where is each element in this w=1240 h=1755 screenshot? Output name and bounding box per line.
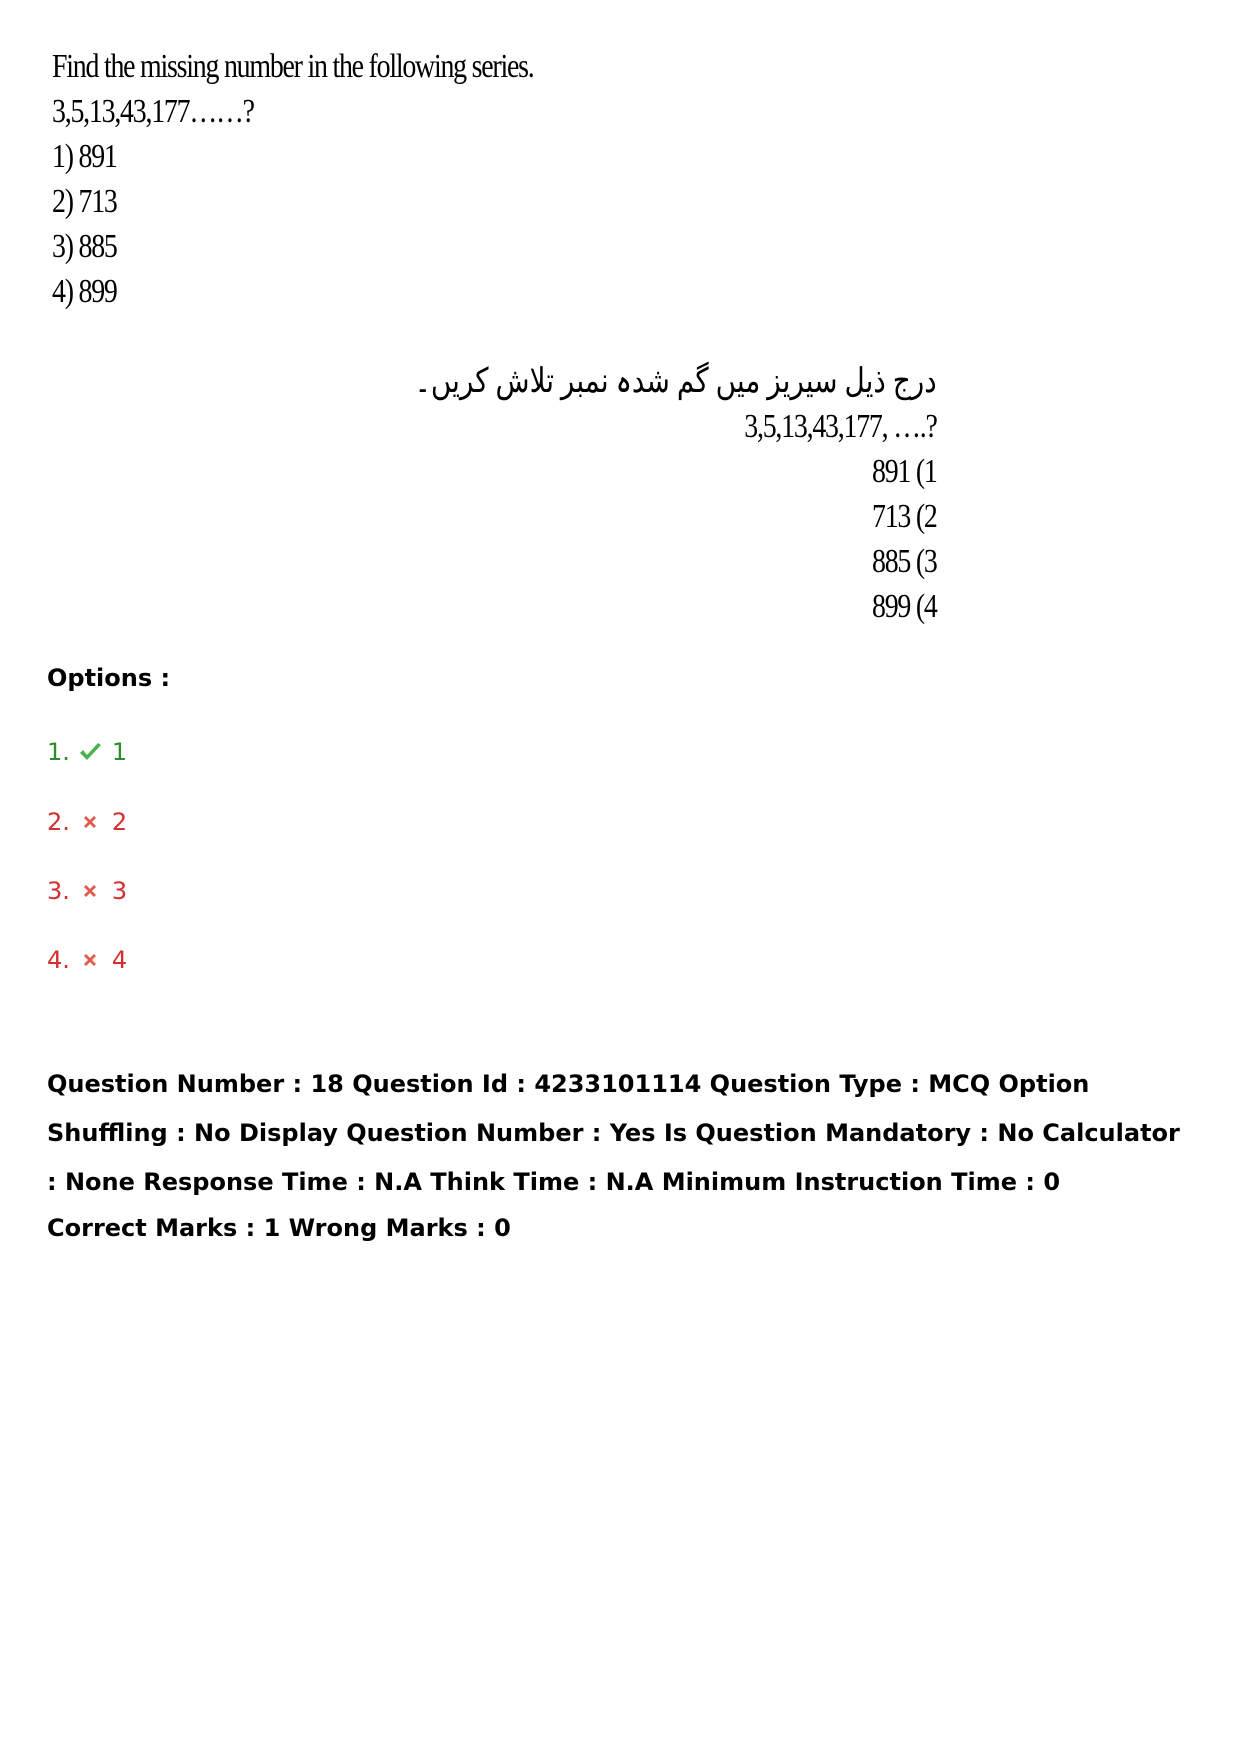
question-choice-1: 1) 891 [52, 138, 117, 175]
option-value: 4 [111, 946, 128, 974]
urdu-choice-3: 885 (3 [872, 543, 937, 580]
option-2[interactable] [47, 808, 127, 836]
option-value: 2 [111, 808, 128, 836]
option-3[interactable] [47, 877, 127, 905]
question-metadata: Question Number : 18 Question Id : 4233101114 Question Type : MCQ Option Shuffling : No Display Question Number : Yes Is Question Mandatory : No Calculator : None Response Time : N.A Think Time : N.A Minimum Instruction Time : 0 [47, 1070, 1180, 1196]
option-number: 2. [47, 808, 70, 836]
urdu-question-series: 3,5,13,43,177, ….? [744, 408, 937, 445]
urdu-question-text: درج ذیل سیریز میں گم شدہ نمبر تلاش کریں۔ [414, 363, 937, 400]
cross-icon [78, 810, 102, 834]
check-icon [78, 740, 102, 764]
question-choice-2: 2) 713 [52, 183, 117, 220]
cross-icon [78, 879, 102, 903]
question-urdu [415, 359, 937, 629]
question-choice-4: 4) 899 [52, 273, 117, 310]
option-number: 1. [47, 738, 70, 766]
urdu-choice-2: 713 (2 [872, 498, 937, 535]
marks-info: Correct Marks : 1 Wrong Marks : 0 [47, 1214, 511, 1242]
options-label: Options : [47, 664, 171, 692]
urdu-choice-4: 899 (4 [872, 588, 937, 625]
urdu-choice-1: 891 (1 [872, 453, 937, 490]
option-1[interactable] [47, 738, 127, 766]
option-value: 3 [111, 877, 128, 905]
question-series: 3,5,13,43,177……? [52, 93, 254, 130]
option-4[interactable] [47, 946, 127, 974]
option-number: 4. [47, 946, 70, 974]
cross-icon [78, 948, 102, 972]
question-english [52, 44, 533, 314]
option-value: 1 [111, 738, 128, 766]
option-number: 3. [47, 877, 70, 905]
question-text: Find the missing number in the following series. [52, 48, 534, 85]
question-choice-3: 3) 885 [52, 228, 117, 265]
